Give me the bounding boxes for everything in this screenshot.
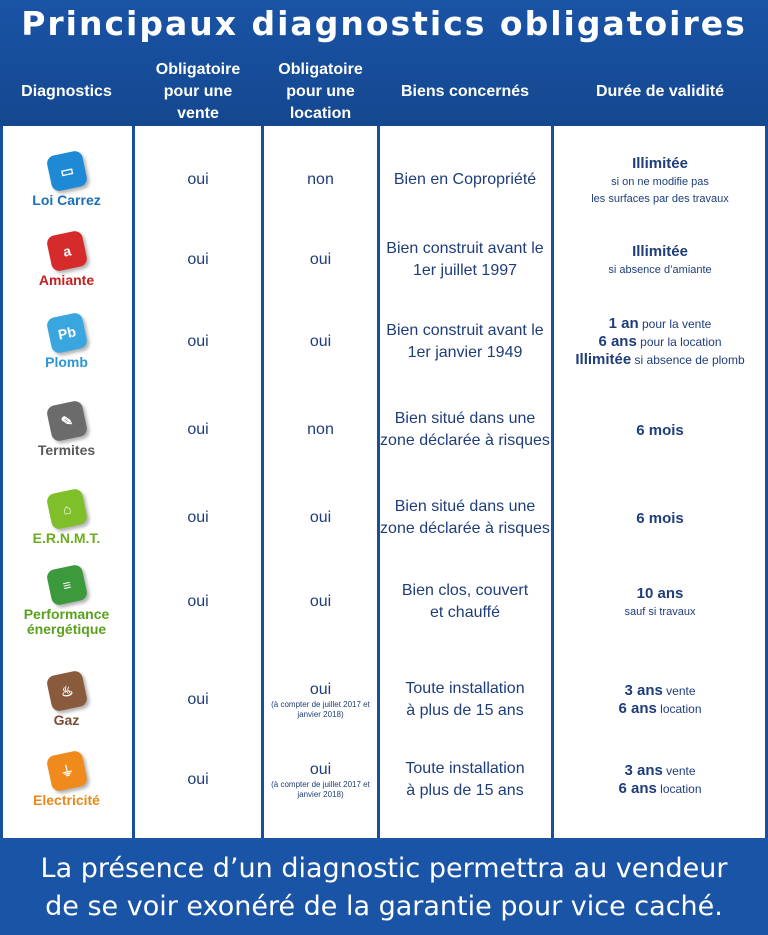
header-location-line: location xyxy=(289,105,352,122)
table-row xyxy=(0,215,768,305)
header-location-line: pour une xyxy=(286,83,355,100)
duree-cell xyxy=(552,382,768,478)
duree-text: si absence d’amiante xyxy=(608,264,712,276)
location-note: (à compter de juillet 2017 et janvier 2018) xyxy=(271,699,370,719)
duree-bold: Illimitée xyxy=(575,351,632,368)
biens-line: Bien construit avant le xyxy=(386,240,544,257)
energy-icon: ≡ xyxy=(45,564,88,607)
duree-line xyxy=(625,602,696,619)
duree-line xyxy=(591,189,729,206)
biens-line: zone déclarée à risques xyxy=(380,432,550,449)
header-vente-line: Obligatoire xyxy=(155,61,241,78)
footer-line: La présence d’un diagnostic permettra au vendeur xyxy=(40,853,728,884)
duree-text: pour la vente xyxy=(638,317,712,331)
biens-cell xyxy=(378,296,552,388)
duree-bold: 10 ans xyxy=(636,585,684,602)
biens-line: à plus de 15 ans xyxy=(406,702,524,719)
lead-icon: Pb xyxy=(45,311,88,354)
vente-cell xyxy=(133,382,263,478)
header-diagnostics: Diagnostics xyxy=(21,83,112,100)
diagnostic-name: Gaz xyxy=(53,711,80,728)
biens-cell xyxy=(378,382,552,478)
biens-line: Toute installation xyxy=(405,760,525,777)
biens-line: à plus de 15 ans xyxy=(406,782,524,799)
diagnostic-cell xyxy=(0,215,133,305)
duree-line xyxy=(618,780,701,798)
duree-line xyxy=(632,155,688,172)
diagnostic-cell xyxy=(0,296,133,388)
plug-icon: ⏚ xyxy=(45,749,88,792)
duree-line xyxy=(611,172,709,189)
location-value: oui xyxy=(309,509,332,526)
biens-line: Bien clos, couvert xyxy=(401,582,529,599)
location-note: (à compter de juillet 2017 et janvier 2018) xyxy=(271,779,370,799)
duree-line xyxy=(609,315,712,333)
diagnostic-cell xyxy=(0,382,133,478)
page-title: Principaux diagnostics obligatoires xyxy=(21,4,747,43)
location-value: oui xyxy=(309,333,332,350)
duree-text: pour la location xyxy=(636,335,722,349)
duree-line xyxy=(636,510,684,527)
vente-value: oui xyxy=(187,509,209,526)
header-vente-line: pour une xyxy=(163,83,233,100)
ruler-icon: ▭ xyxy=(45,149,88,192)
location-value: oui xyxy=(309,760,332,778)
table-row xyxy=(0,550,768,654)
location-value: non xyxy=(307,421,334,438)
header-biens: Biens concernés xyxy=(400,83,530,100)
location-value: oui xyxy=(309,251,332,268)
diagnostic-name: Loi Carrez xyxy=(32,191,101,208)
diagnostic-name: E.R.N.M.T. xyxy=(32,529,101,546)
vente-value: oui xyxy=(187,593,209,610)
duree-text: location xyxy=(656,702,702,716)
location-value: non xyxy=(307,171,334,188)
biens-line: zone déclarée à risques xyxy=(380,520,550,537)
vente-cell xyxy=(133,296,263,388)
duree-text: vente xyxy=(662,684,696,698)
duree-text: si absence de plomb xyxy=(631,353,745,367)
vente-value: oui xyxy=(187,251,209,268)
duree-line xyxy=(632,243,688,260)
footer-text xyxy=(0,850,768,926)
header-location-line: Obligatoire xyxy=(278,61,363,78)
duree-cell xyxy=(552,215,768,305)
vente-value: oui xyxy=(187,333,209,350)
vente-value: oui xyxy=(187,771,209,788)
duree-bold: 1 an xyxy=(608,315,639,332)
location-cell xyxy=(263,382,378,478)
biens-cell xyxy=(378,215,552,305)
duree-bold: 6 ans xyxy=(598,333,637,350)
footer-line: de se voir exonéré de la garantie pour vice caché. xyxy=(45,891,723,922)
biens-line: 1er janvier 1949 xyxy=(407,344,523,361)
duree-line xyxy=(618,700,701,718)
hazard-icon: ⌂ xyxy=(45,487,88,530)
duree-text: si on ne modifie pas xyxy=(611,175,709,188)
biens-cell xyxy=(378,550,552,654)
table-row xyxy=(0,296,768,388)
duree-cell xyxy=(552,732,768,828)
biens-line: Bien situé dans une xyxy=(394,498,536,515)
duree-bold: 6 mois xyxy=(636,509,684,527)
duree-line xyxy=(637,585,684,602)
duree-cell xyxy=(552,550,768,654)
vente-value: oui xyxy=(187,171,209,188)
diagnostic-name: Plomb xyxy=(45,353,88,370)
header-vente-line: vente xyxy=(177,105,219,122)
duree-line xyxy=(575,351,744,369)
table-row xyxy=(0,732,768,828)
duree-text: les surfaces par des travaux xyxy=(591,192,729,205)
gas-flame-icon: ♨ xyxy=(45,669,88,712)
duree-bold: Illimitée xyxy=(632,243,688,260)
duree-line xyxy=(624,682,695,700)
duree-line xyxy=(624,762,695,780)
diagnostic-cell xyxy=(0,732,133,828)
duree-text: location xyxy=(656,782,702,796)
header-banner xyxy=(0,0,768,126)
duree-line xyxy=(608,260,711,277)
duree-line xyxy=(636,422,684,439)
header-vente xyxy=(133,58,263,126)
duree-bold: 6 mois xyxy=(636,421,684,439)
biens-cell xyxy=(378,732,552,828)
biens-line: Bien construit avant le xyxy=(386,322,544,339)
header-location xyxy=(263,58,378,126)
duree-cell xyxy=(552,296,768,388)
biens-line: Bien en Copropriété xyxy=(393,171,537,188)
vente-cell xyxy=(133,732,263,828)
vente-value: oui xyxy=(187,691,209,708)
location-cell xyxy=(263,215,378,305)
duree-bold: 3 ans xyxy=(624,762,663,779)
diagnostic-cell xyxy=(0,550,133,654)
biens-line: Bien situé dans une xyxy=(394,410,536,427)
location-cell xyxy=(263,732,378,828)
duree-text: sauf si travaux xyxy=(624,606,696,618)
table-row xyxy=(0,382,768,478)
location-cell xyxy=(263,550,378,654)
duree-text: vente xyxy=(662,764,696,778)
vente-value: oui xyxy=(187,421,209,438)
diagnostic-name: Termites xyxy=(37,441,96,458)
location-value: oui xyxy=(309,593,332,610)
diagnostic-name: Electricité xyxy=(33,791,100,808)
location-cell xyxy=(263,296,378,388)
asbestos-icon: a xyxy=(45,229,88,272)
biens-line: Toute installation xyxy=(405,680,525,697)
diagnostic-name: Performance énergétique xyxy=(23,606,110,637)
biens-line: et chauffé xyxy=(430,604,500,621)
diagnostic-name: Amiante xyxy=(38,271,95,288)
biens-line: 1er juillet 1997 xyxy=(412,262,518,279)
duree-bold: 6 ans xyxy=(618,700,657,717)
location-value: oui xyxy=(309,680,332,698)
vente-cell xyxy=(133,550,263,654)
vente-cell xyxy=(133,215,263,305)
termite-icon: ✎ xyxy=(45,399,88,442)
duree-line xyxy=(598,333,721,351)
duree-bold: 6 ans xyxy=(618,780,657,797)
duree-bold: Illimitée xyxy=(632,154,688,172)
footer-banner xyxy=(0,838,768,935)
header-duree: Durée de validité xyxy=(595,83,725,100)
duree-bold: 3 ans xyxy=(624,682,663,699)
